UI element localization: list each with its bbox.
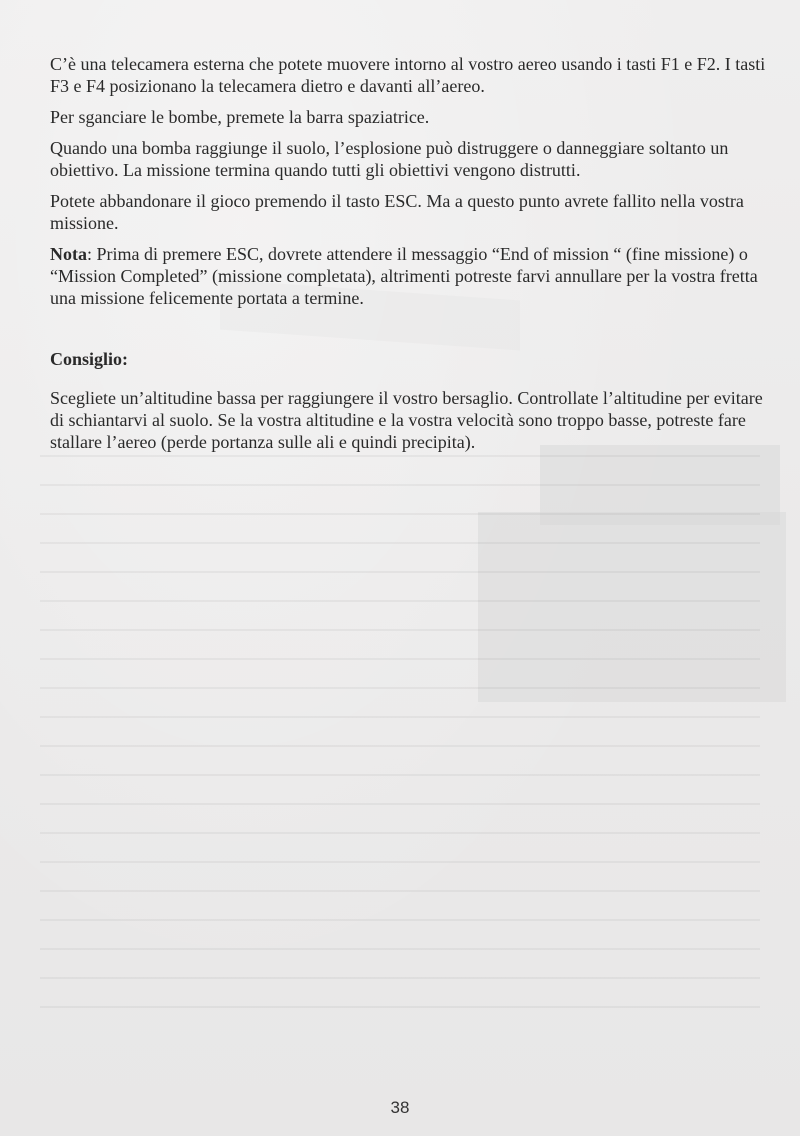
paragraph-abandon: Potete abbandonare il gioco premendo il tasto ESC. Ma a questo punto avrete fallito nella vostra missione. [50,191,744,233]
tip-paragraph: Scegliete un’altitudine bassa per raggiungere il vostro bersaglio. Controllate l’altitudine per evitare di schiantarvi al suolo. Se la vostra altitudine e la vostra velocità sono troppo basse, potreste fare stallare l’aereo (perde portanza sulle ali e quindi precipita). [50,388,763,452]
paragraph-bombs: Per sganciare le bombe, premete la barra spaziatrice. [50,107,430,127]
bleed-through-text [40,455,760,1015]
note-paragraph [50,243,770,309]
tip-heading: Consiglio: [50,349,129,369]
note-label: Nota [50,244,87,264]
paragraph-explosion: Quando una bomba raggiunge il suolo, l’esplosione può distruggere o danneggiare soltanto un obiettivo. La missione termina quando tutti gli obiettivi vengono distrutti. [50,138,729,180]
page-body [50,53,770,462]
page-number: 38 [390,1098,410,1117]
paragraph-camera: C’è una telecamera esterna che potete muovere intorno al vostro aereo usando i tasti F1 e F2. I tasti F3 e F4 posizionano la telecamera dietro e davanti all’aereo. [50,54,766,96]
note-text: : Prima di premere ESC, dovrete attendere il messaggio “End of mission “ (fine missione) o “Mission Completed” (missione completata), altrimenti potreste farvi annullare per la vostra fretta una missione felicemente portata a termine. [50,244,758,308]
